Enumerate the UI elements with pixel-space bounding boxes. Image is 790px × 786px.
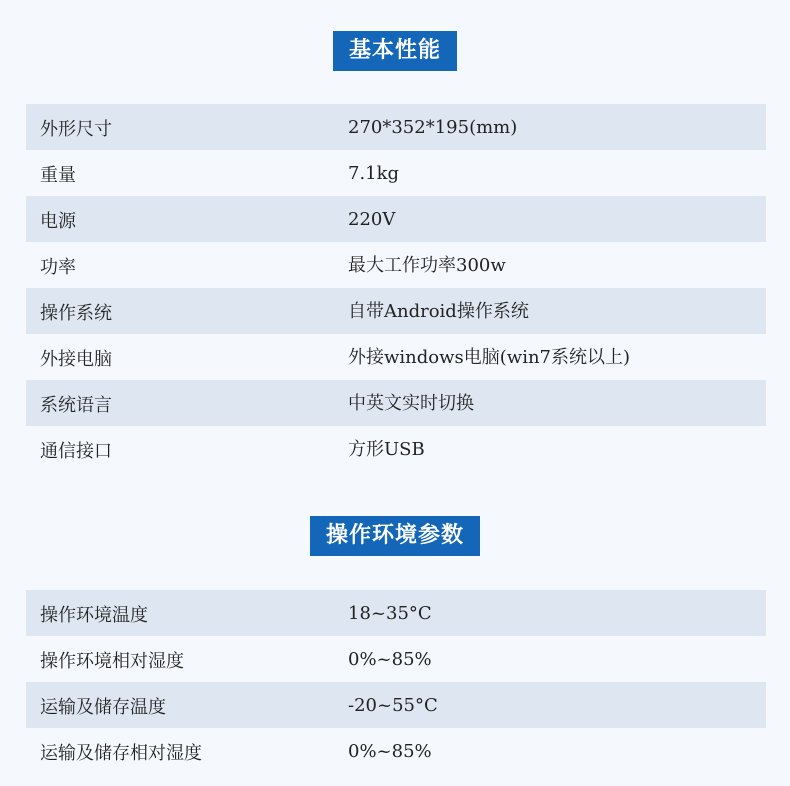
- spec-row-power-supply: [26, 196, 766, 242]
- spec-row-communication-port: [26, 426, 766, 472]
- spec-label: 外形尺寸: [40, 119, 112, 140]
- spec-value: 外接windows电脑(win7系统以上): [348, 347, 631, 368]
- spec-label: 运输及储存温度: [40, 697, 166, 718]
- spec-row-power: [26, 242, 766, 288]
- spec-label: 系统语言: [40, 395, 112, 416]
- spec-value: 方形USB: [348, 439, 425, 460]
- spec-label: 功率: [40, 257, 76, 278]
- spec-value: 270*352*195(mm): [348, 117, 518, 138]
- spec-label: 操作环境相对湿度: [40, 651, 184, 672]
- spec-label: 运输及储存相对湿度: [40, 743, 202, 764]
- section-title-operating-environment: 操作环境参数: [310, 516, 480, 556]
- spec-row-system-language: [26, 380, 766, 426]
- spec-value: 自带Android操作系统: [348, 301, 529, 322]
- spec-row-storage-humidity: [26, 728, 766, 774]
- spec-label: 电源: [40, 211, 76, 232]
- spec-label: 操作环境温度: [40, 605, 148, 626]
- spec-table-basic-performance: [26, 104, 766, 472]
- spec-row-external-computer: [26, 334, 766, 380]
- spec-row-operating-humidity: [26, 636, 766, 682]
- spec-table-operating-environment: [26, 590, 766, 774]
- spec-value: 220V: [348, 209, 396, 230]
- spec-label: 操作系统: [40, 303, 112, 324]
- spec-label: 通信接口: [40, 441, 112, 462]
- spec-value: 中英文实时切换: [348, 393, 474, 414]
- spec-label: 外接电脑: [40, 349, 112, 370]
- spec-value: -20~55°C: [348, 695, 438, 716]
- section-title-basic-performance: 基本性能: [333, 31, 457, 71]
- spec-row-storage-temperature: [26, 682, 766, 728]
- spec-row-weight: [26, 150, 766, 196]
- spec-value: 0%~85%: [348, 649, 432, 670]
- spec-value: 18~35°C: [348, 603, 432, 624]
- spec-row-dimensions: [26, 104, 766, 150]
- spec-value: 7.1kg: [348, 163, 400, 184]
- spec-label: 重量: [40, 165, 76, 186]
- spec-value: 0%~85%: [348, 741, 432, 762]
- spec-value: 最大工作功率300w: [348, 255, 506, 276]
- spec-row-operating-system: [26, 288, 766, 334]
- spec-row-operating-temperature: [26, 590, 766, 636]
